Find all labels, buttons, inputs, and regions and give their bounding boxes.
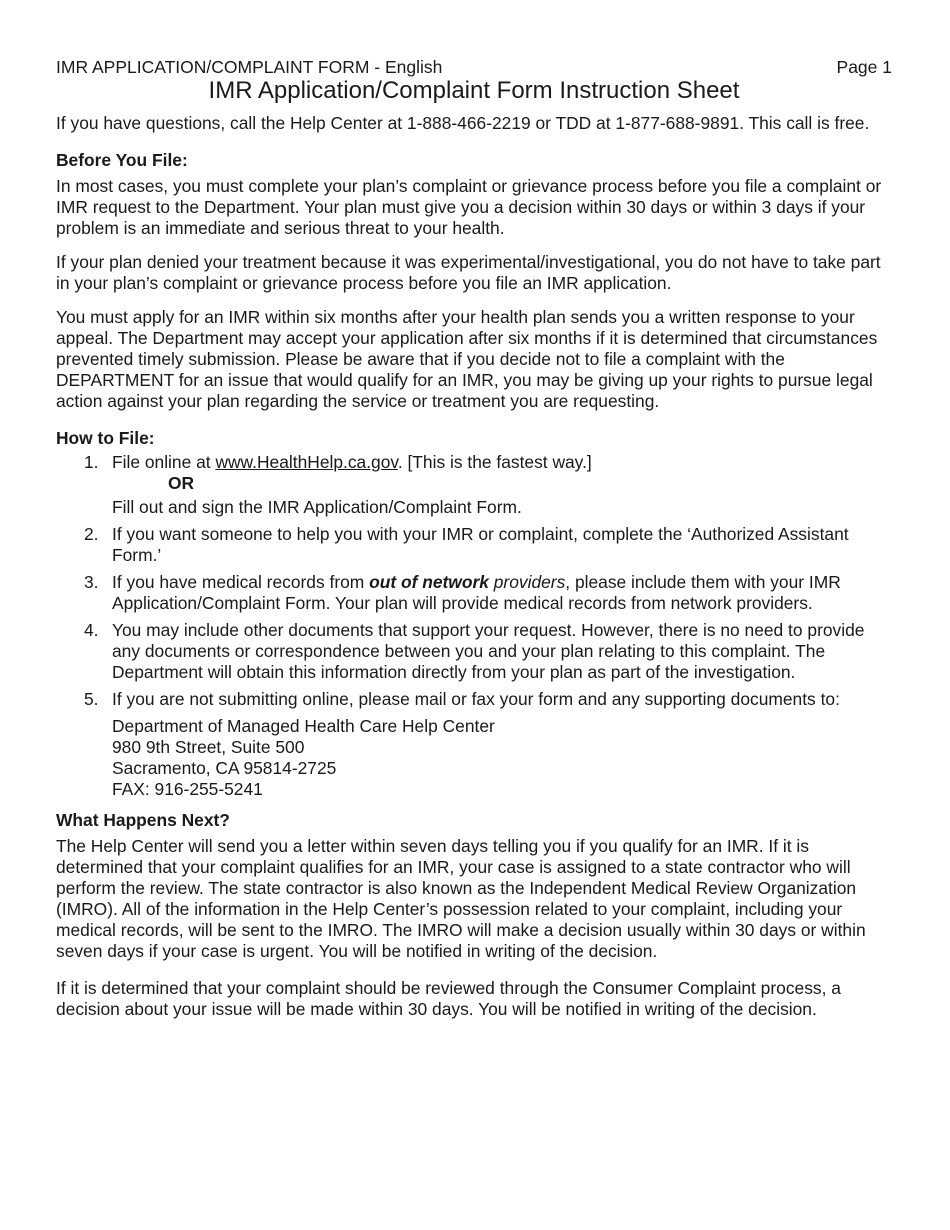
- what-happens-next-paragraph-2: If it is determined that your complaint should be reviewed through the Consumer Complaint process, a decision about your issue will be made within 30 days. You will be notified in writing of the decision.: [56, 978, 841, 1019]
- step-number: 2.: [84, 524, 99, 544]
- step-1-suffix: . [This is the fastest way.]: [397, 452, 592, 472]
- step-number: 1.: [84, 452, 99, 472]
- what-happens-next-heading: What Happens Next?: [56, 810, 230, 830]
- form-name: IMR APPLICATION/COMPLAINT FORM - English: [56, 57, 443, 77]
- before-you-file-paragraph-2: If your plan denied your treatment because it was experimental/investigational, you do not have to take part in your plan’s complaint or grievance process before you file an IMR application.: [56, 252, 881, 293]
- step-1-prefix: File online at: [112, 452, 216, 472]
- what-happens-next-paragraph-1: The Help Center will send you a letter within seven days telling you if you qualify for an IMR. If it is determined that your complaint qualifies for an IMR, your case is assigned to a state contractor who will perform the review. The state contractor is also known as the Independent Medical Review Organization (IMRO). All of the information in the Help Center’s possession related to your complaint, including your medical records, will be sent to the IMRO. The IMRO will make a decision usually within 30 days or within seven days if your case is urgent. You will be notified in writing of the decision.: [56, 836, 866, 961]
- step-2: [56, 524, 892, 566]
- address-line: 980 9th Street, Suite 500: [112, 737, 305, 757]
- or-separator: OR: [168, 473, 195, 493]
- step-4: [56, 620, 892, 683]
- mailing-address: [112, 716, 892, 800]
- fax-number: FAX: 916-255-5241: [112, 779, 263, 799]
- step-2-text: If you want someone to help you with your IMR or complaint, complete the ‘Authorized Assistant Form.’: [112, 524, 849, 565]
- page-number: Page 1: [836, 57, 892, 77]
- page-title: IMR Application/Complaint Form Instruction Sheet: [208, 77, 740, 104]
- before-you-file-paragraph-3: You must apply for an IMR within six months after your health plan sends you a written response to your appeal. The Department may accept your application after six months if it is determined that circumstances prevented timely submission. Please be aware that if you decide not to file a complaint with the DEPARTMENT for an issue that would qualify for an IMR, you may be giving up your rights to pursue legal action against your plan regarding the service or treatment you are requesting.: [56, 307, 878, 411]
- how-to-file-steps: [56, 452, 892, 800]
- step-1-alternative: Fill out and sign the IMR Application/Complaint Form.: [112, 497, 522, 517]
- step-3-prefix: If you have medical records from: [112, 572, 370, 592]
- step-4-text: You may include other documents that support your request. However, there is no need to provide any documents or correspondence between you and your plan relating to this complaint. The Department will obtain this information directly from your plan as part of the investigation.: [112, 620, 865, 682]
- how-to-file-heading: How to File:: [56, 428, 155, 448]
- before-you-file-paragraph-1: In most cases, you must complete your plan’s complaint or grievance process before you file a complaint or IMR request to the Department. Your plan must give you a decision within 30 days or within 3 days if your problem is an immediate and serious threat to your health.: [56, 176, 882, 238]
- page-header: [56, 57, 892, 77]
- step-number: 3.: [84, 572, 99, 592]
- step-number: 5.: [84, 689, 99, 709]
- document-page: [56, 57, 892, 1020]
- step-1: [56, 452, 892, 518]
- address-line: Sacramento, CA 95814-2725: [112, 758, 337, 778]
- before-you-file-heading: Before You File:: [56, 150, 188, 170]
- intro-paragraph: If you have questions, call the Help Center at 1-888-466-2219 or TDD at 1-877-688-9891. This call is free.: [56, 113, 870, 133]
- out-of-network-emphasis: out of network: [369, 572, 489, 592]
- step-3: [56, 572, 892, 614]
- step-5: [56, 689, 892, 800]
- step-5-text: If you are not submitting online, please mail or fax your form and any supporting documents to:: [112, 689, 840, 709]
- address-line: Department of Managed Health Care Help Center: [112, 716, 495, 736]
- step-3-suffix: , please include them with your IMR Application/Complaint Form. Your plan will provide medical records from network providers.: [112, 572, 841, 613]
- step-number: 4.: [84, 620, 99, 640]
- providers-italic: providers: [493, 572, 566, 592]
- healthhelp-website-link[interactable]: www.HealthHelp.ca.gov: [215, 452, 398, 472]
